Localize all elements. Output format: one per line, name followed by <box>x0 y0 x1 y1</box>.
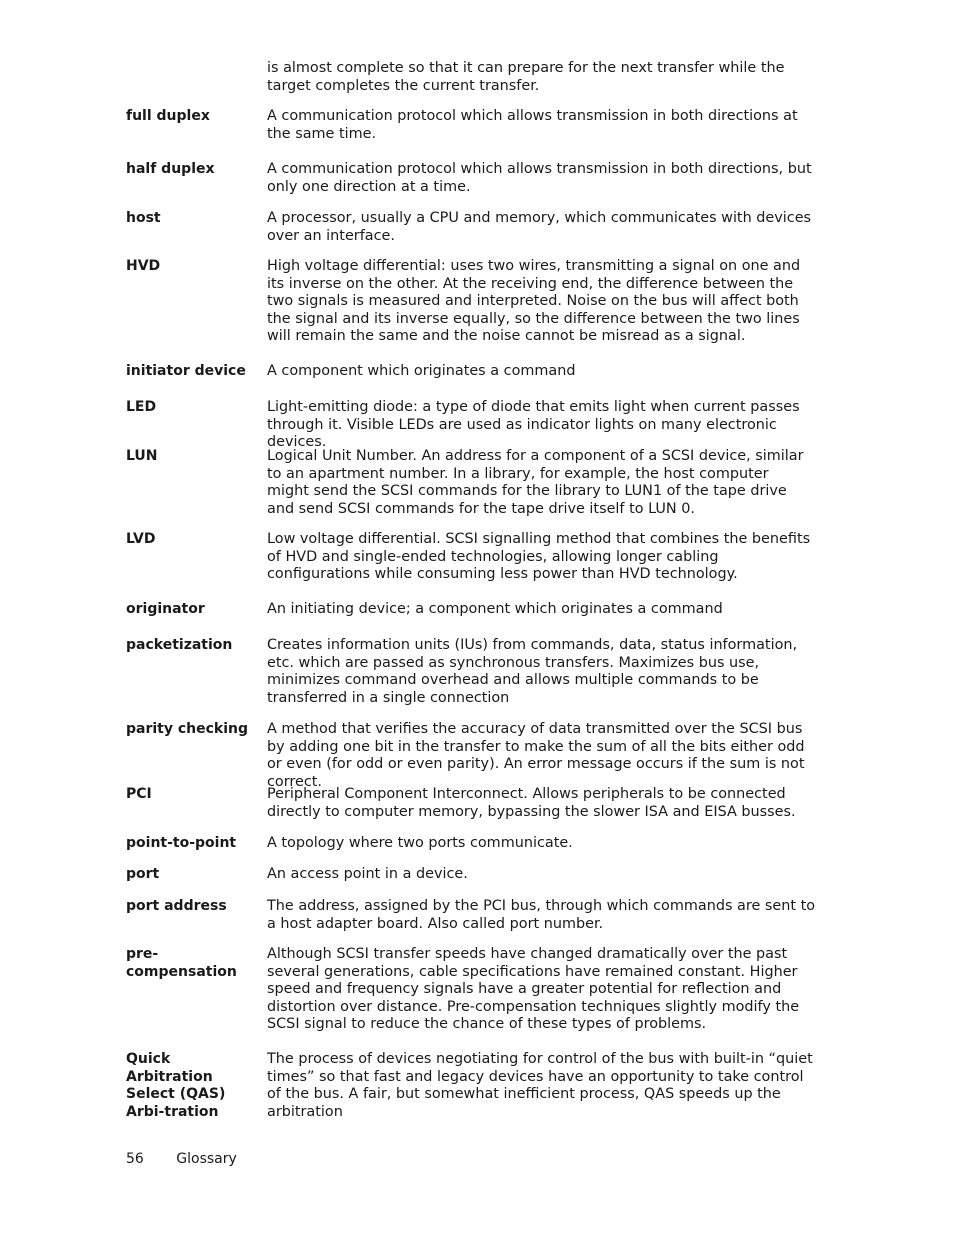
glossary-term: HVD <box>126 258 161 274</box>
glossary-definition: A communication protocol which allows transmission in both directions, but only one direction at a time. <box>267 161 812 195</box>
glossary-term: LUN <box>126 448 158 464</box>
glossary-term: point-to-point <box>126 835 237 851</box>
glossary-term: packetization <box>126 637 233 653</box>
footer-section-title: Glossary <box>176 1151 237 1167</box>
glossary-term: parity checking <box>126 721 249 737</box>
glossary-definition: Low voltage differential. SCSI signalling method that combines the benefits of HVD and single-ended technologies, allowing longer cabling configurations while consuming less power than HVD technology. <box>267 531 811 582</box>
glossary-term: initiator device <box>126 363 246 379</box>
glossary-definition: An initiating device; a component which originates a command <box>267 601 723 617</box>
glossary-term: port <box>126 866 160 882</box>
glossary-definition: Logical Unit Number. An address for a component of a SCSI device, similar to an apartment number. In a library, for example, the host computer might send the SCSI commands for the library to LUN1 of the tape drive and send SCSI commands for the tape drive itself to LUN 0. <box>267 448 804 517</box>
glossary-term: originator <box>126 601 205 617</box>
glossary-definition: High voltage differential: uses two wires, transmitting a signal on one and its inverse on the other. At the receiving end, the difference between the two signals is measured and interpreted. Noise on the bus will affect both the signal and its inverse equally, so the difference between the two lines will remain the same and the noise cannot be misread as a signal. <box>267 258 801 344</box>
glossary-definition: The process of devices negotiating for control of the bus with built-in “quiet times” so that fast and legacy devices have an opportunity to take control of the bus. A fair, but somewhat inefficient process, QAS speeds up the arbitration <box>267 1051 813 1120</box>
glossary-term: pre-compensation <box>126 946 237 980</box>
glossary-term: LVD <box>126 531 156 547</box>
glossary-definition: A processor, usually a CPU and memory, which communicates with devices over an interface. <box>267 210 812 244</box>
glossary-definition: An access point in a device. <box>267 866 468 882</box>
glossary-definition: Peripheral Component Interconnect. Allows peripherals to be connected directly to computer memory, bypassing the slower ISA and EISA busses. <box>267 786 796 820</box>
page-number: 56 <box>126 1151 144 1167</box>
glossary-term: half duplex <box>126 161 215 177</box>
glossary-definition: Creates information units (IUs) from commands, data, status information, etc. which are passed as synchronous transfers. Maximizes bus use, minimizes command overhead and allows multiple commands to be transferred in a single connection <box>267 637 798 706</box>
glossary-term: full duplex <box>126 108 210 124</box>
page-footer <box>126 1151 237 1167</box>
glossary-term: port address <box>126 898 227 914</box>
continuation-text: is almost complete so that it can prepare for the next transfer while the target completes the current transfer. <box>267 60 785 94</box>
glossary-definition: A component which originates a command <box>267 363 576 379</box>
glossary-definition: The address, assigned by the PCI bus, through which commands are sent to a host adapter board. Also called port number. <box>267 898 816 932</box>
glossary-definition: Light-emitting diode: a type of diode that emits light when current passes through it. Visible LEDs are used as indicator lights on many electronic devices. <box>267 399 800 450</box>
glossary-definition: Although SCSI transfer speeds have changed dramatically over the past several generations, cable specifications have remained constant. Higher speed and frequency signals have a greater potential for reflection and distortion over distance. Pre-compensation techniques slightly modify the SCSI signal to reduce the chance of these types of problems. <box>267 946 800 1032</box>
glossary-term: host <box>126 210 161 226</box>
glossary-term: Quick Arbitration Select (QAS) Arbi-tration <box>126 1051 226 1120</box>
glossary-term: LED <box>126 399 157 415</box>
glossary-definition: A topology where two ports communicate. <box>267 835 573 851</box>
glossary-term: PCI <box>126 786 152 802</box>
glossary-definition: A method that verifies the accuracy of data transmitted over the SCSI bus by adding one bit in the transfer to make the sum of all the bits either odd or even (for odd or even parity). An error message occurs if the sum is not correct. <box>267 721 805 790</box>
glossary-definition: A communication protocol which allows transmission in both directions at the same time. <box>267 108 798 142</box>
